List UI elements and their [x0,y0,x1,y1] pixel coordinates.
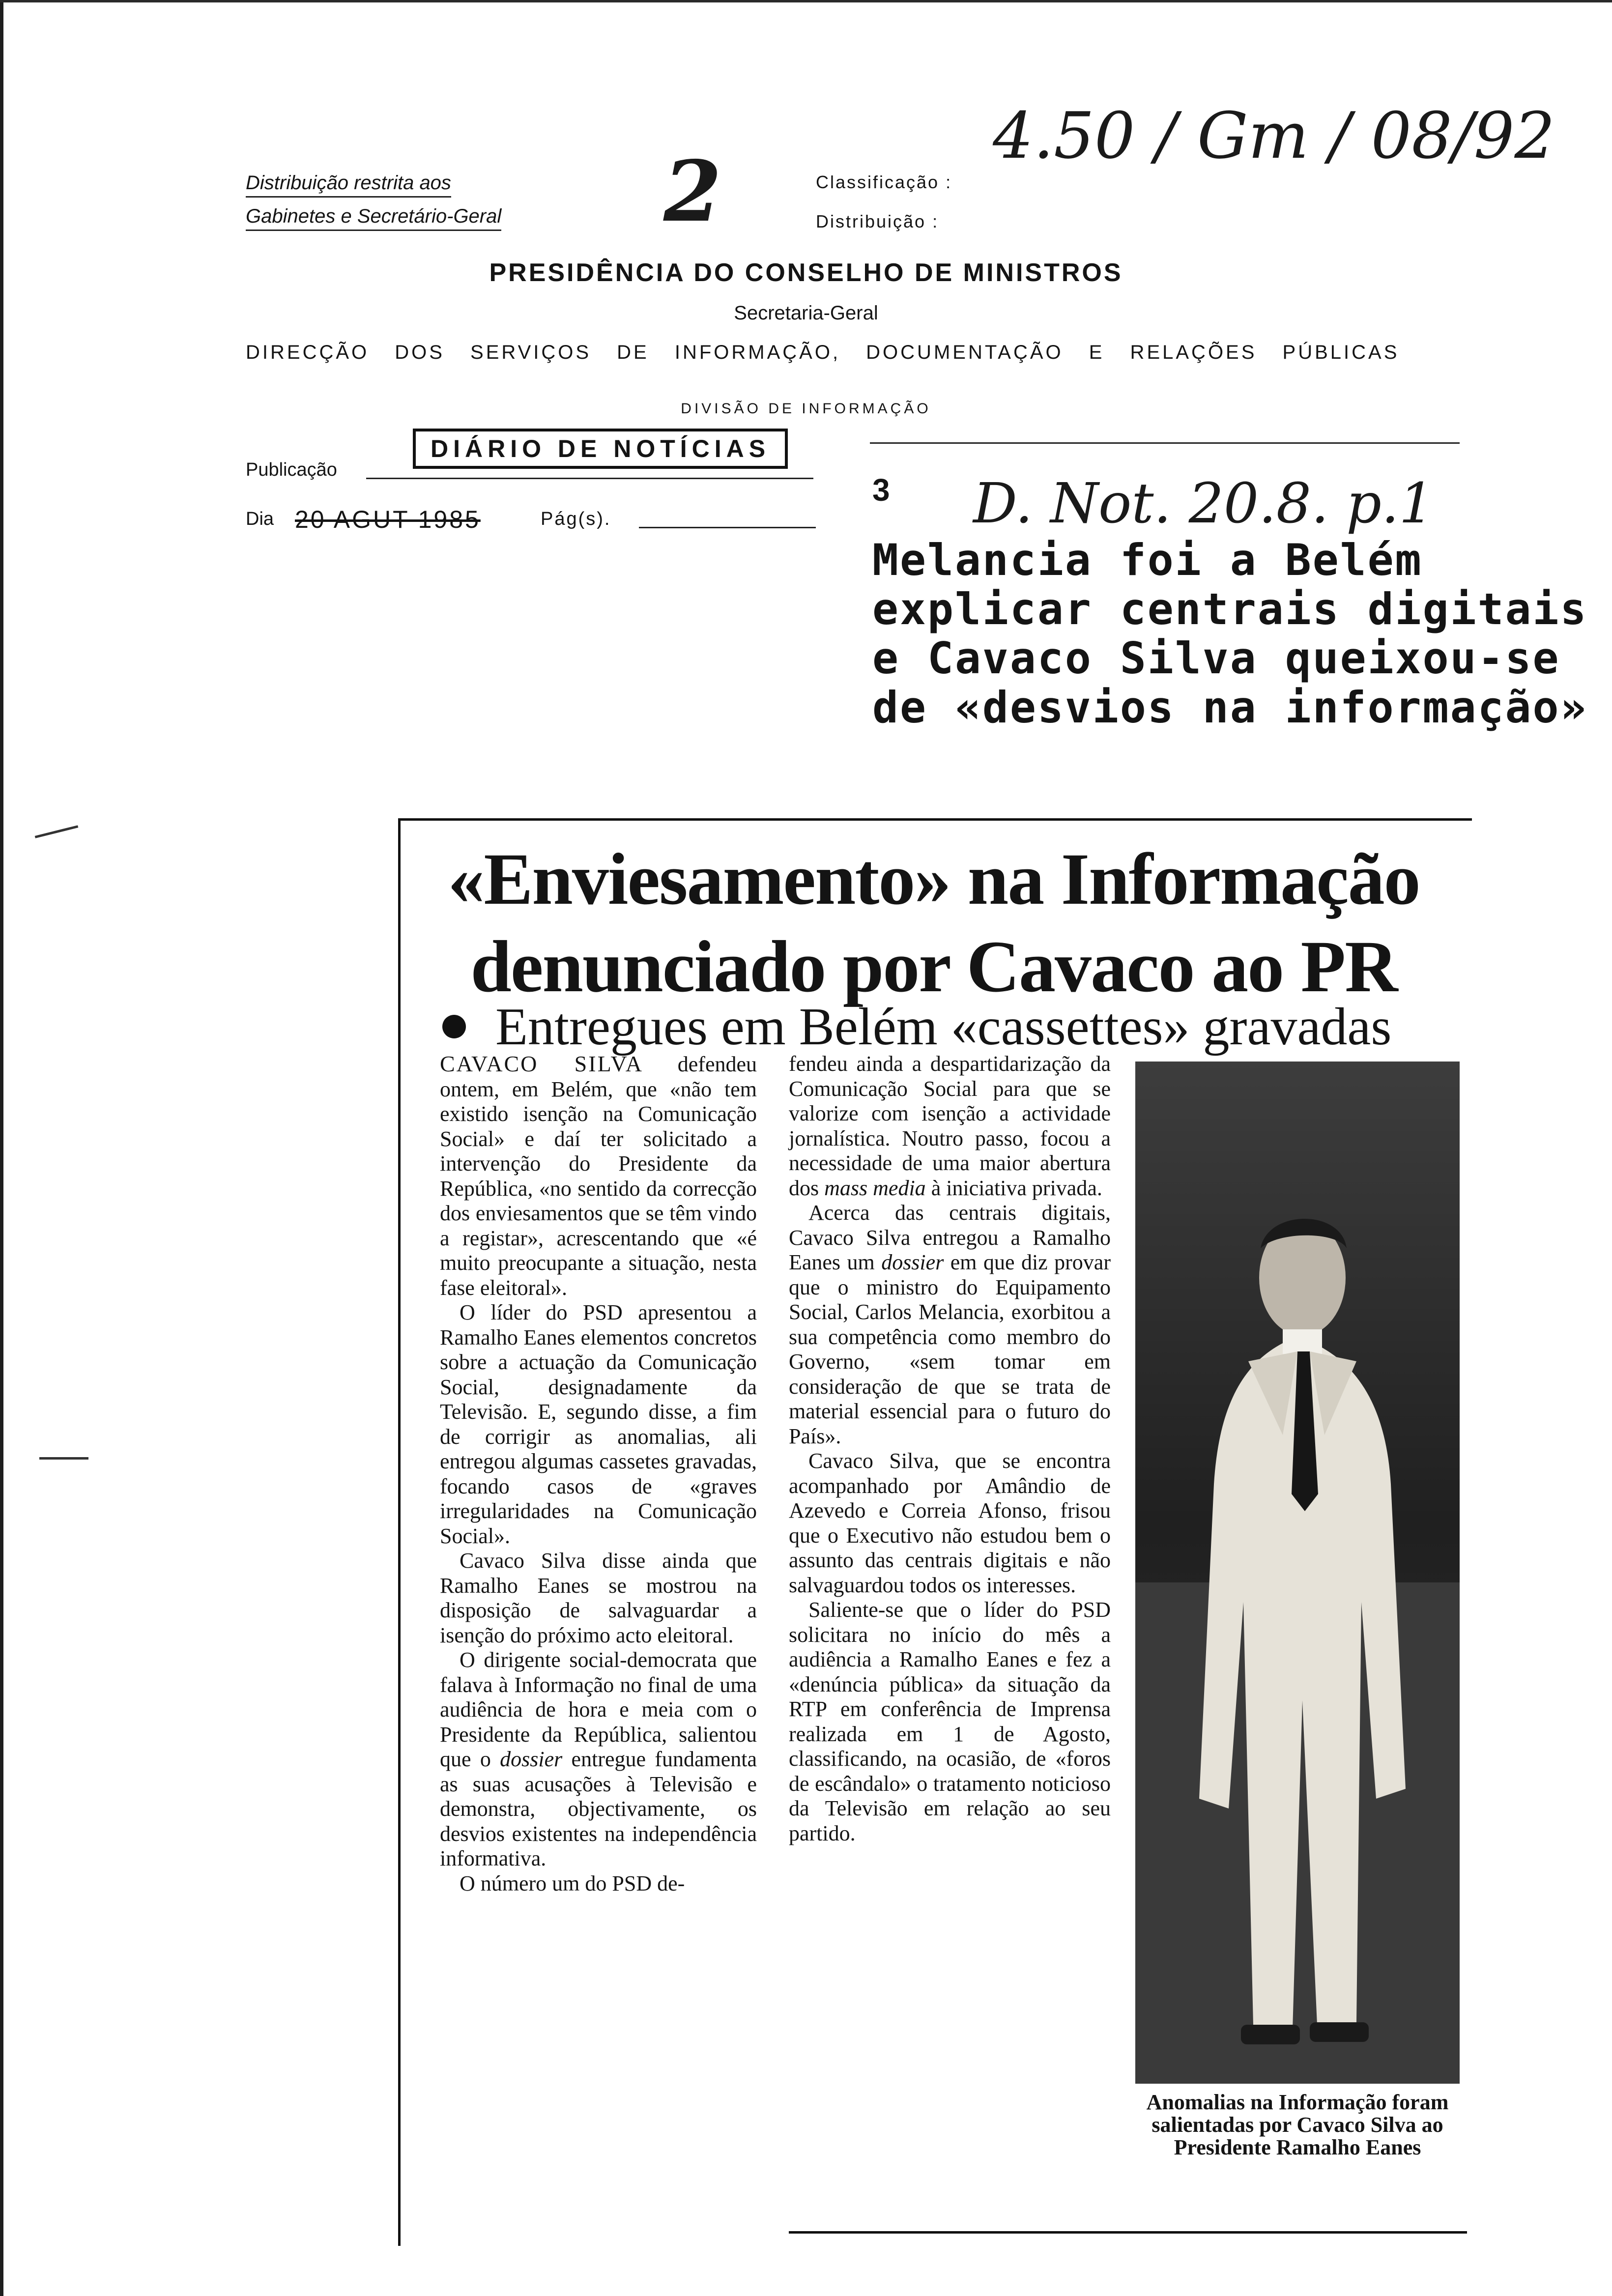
column-2-paragraph-1: fendeu ainda a despartidarização da Comunicação Social para que se valorize com isenção a actividade jornalística. Noutro passo, focou a necessidade de uma maior abertura dos mass media à iniciativa privada. [789,1052,1111,1200]
column-1-paragraph-1: CAVACO SILVA defendeu ontem, em Belém, que «não tem existido isenção na Comunicação Social» e daí ter solicitado a intervenção do Presidente da República, «no sentido da correcção dos enviesamentos que se têm vindo a registar», acrescentando que «é muito preocupante a situação, nesta fase eleitoral». [440,1051,757,1300]
distribution-note [246,172,501,231]
header-divisao: DIVISÃO DE INFORMAÇÃO [681,401,931,417]
column-2-paragraph-2: Acerca das centrais digitais, Cavaco Silva entregou a Ramalho Eanes um dossier em que diz provar que o ministro do Equipamento Social, Carlos Melancia, exorbitou a sua competência como membro do Governo, «sem tomar em consideração de que se trata de material essencial para o futuro do País». [789,1201,1111,1448]
article-bottom-rule [789,2231,1467,2234]
clipping-top-rule [870,442,1460,444]
bullet-icon [442,1015,466,1038]
distribution-line-1: Distribuição restrita aos [246,172,451,198]
column-1-paragraph-5: O número um do PSD de- [460,1871,685,1895]
column-1-paragraph-4: O dirigente social-democrata que falava à Informação no final de uma audiência de hora e meia com o Presidente da República, salientou que o dossier entregue fundamenta as suas acusações à Televisão e demonstra, objectivamente, os desvios existentes na independência informativa. [440,1648,757,1870]
clipping-handwritten-note: D. Not. 20.8. p.1 [973,472,1434,536]
margin-mark-1 [35,825,79,838]
header-direccao: DIRECÇÃO DOS SERVIÇOS DE INFORMAÇÃO, DOCUMENTAÇÃO E RELAÇÕES PÚBLICAS [246,342,1400,363]
clipping-headline [872,536,1588,732]
publicacao-line [366,478,813,479]
column-2-paragraph-3: Cavaco Silva, que se encontra acompanhado por Amândio de Azevedo e Correia Afonso, frisou que o Executivo não estudou bem o assunto das centrais digitais e não salvaguardou todos os interesses. [789,1449,1111,1597]
margin-mark-2 [39,1457,88,1460]
header-presidencia: PRESIDÊNCIA DO CONSELHO DE MINISTROS [489,258,1123,287]
scan-edge-left [0,0,3,2296]
pags-label: Pág(s). [541,509,611,529]
column-2-paragraph-4: Saliente-se que o líder do PSD solicitara no início do mês a audiência a Ramalho Eanes e fez a «denúncia pública» da situação da RTP em conferência de Imprensa realizada em 1 de Agosto, classificando, na ocasião, de «foros de escândalo» o tratamento noticioso da Televisão em relação ao seu partido. [789,1598,1111,1845]
article-column-1 [440,1052,757,1896]
photo-caption: Anomalias na Informação foram salientadas por Cavaco Silva ao Presidente Ramalho Eanes [1146,2090,1449,2159]
handwritten-copy-number: 2 [663,143,722,241]
newspaper-stamp: DIÁRIO DE NOTÍCIAS [413,429,788,469]
article-lead: CAVACO SILVA [440,1051,643,1076]
classificacao-handwritten-value: 4.50 / Gm / 08/92 [993,98,1555,173]
clipping-headline-line-4: de «desvios na informação» [872,682,1588,733]
scan-edge-top [0,0,1612,2]
article-title-line-1: «Enviesamento» na Informação [448,838,1420,920]
distribuicao-label: Distribuição : [816,211,939,231]
article-column-2 [789,1052,1111,1846]
pags-line [639,527,816,528]
publicacao-label: Publicação [246,459,337,480]
article-title [403,835,1465,1010]
article-subtitle [442,997,1391,1058]
classificacao-label: Classificação : [816,172,952,192]
column-1-paragraph-2: O líder do PSD apresentou a Ramalho Eanes elementos concretos sobre a actuação da Comunicação Social, designadamente da Televisão. E, segundo disse, a fim de corrigir as anomalias, ali entregou algumas cassetes gravadas, focando casos de «graves irregularidades na Comunicação Social». [440,1300,757,1548]
photo-figure-illustration [1135,1062,1460,2084]
distribution-line-2: Gabinetes e Secretário-Geral [246,205,501,231]
clipping-page-number: 3 [872,472,890,508]
column-1-paragraph-3: Cavaco Silva disse ainda que Ramalho Eanes se mostrou na disposição de salvaguardar a isenção do próximo acto eleitoral. [440,1549,757,1647]
article-subtitle-text: Entregues em Belém «cassettes» gravadas [495,998,1392,1056]
clipping-headline-line-3: e Cavaco Silva queixou-se [872,633,1560,684]
dia-label: Dia [246,509,274,529]
dia-date-stamp: 20 AGUT 1985 [295,506,481,533]
photo-cavaco-silva [1135,1062,1460,2084]
clipping-headline-line-2: explicar centrais digitais [872,584,1588,634]
header-secretaria: Secretaria-Geral [734,302,878,324]
article-title-line-2: denunciado por Cavaco ao PR [470,926,1397,1007]
clipping-headline-line-1: Melancia foi a Belém [872,535,1423,585]
